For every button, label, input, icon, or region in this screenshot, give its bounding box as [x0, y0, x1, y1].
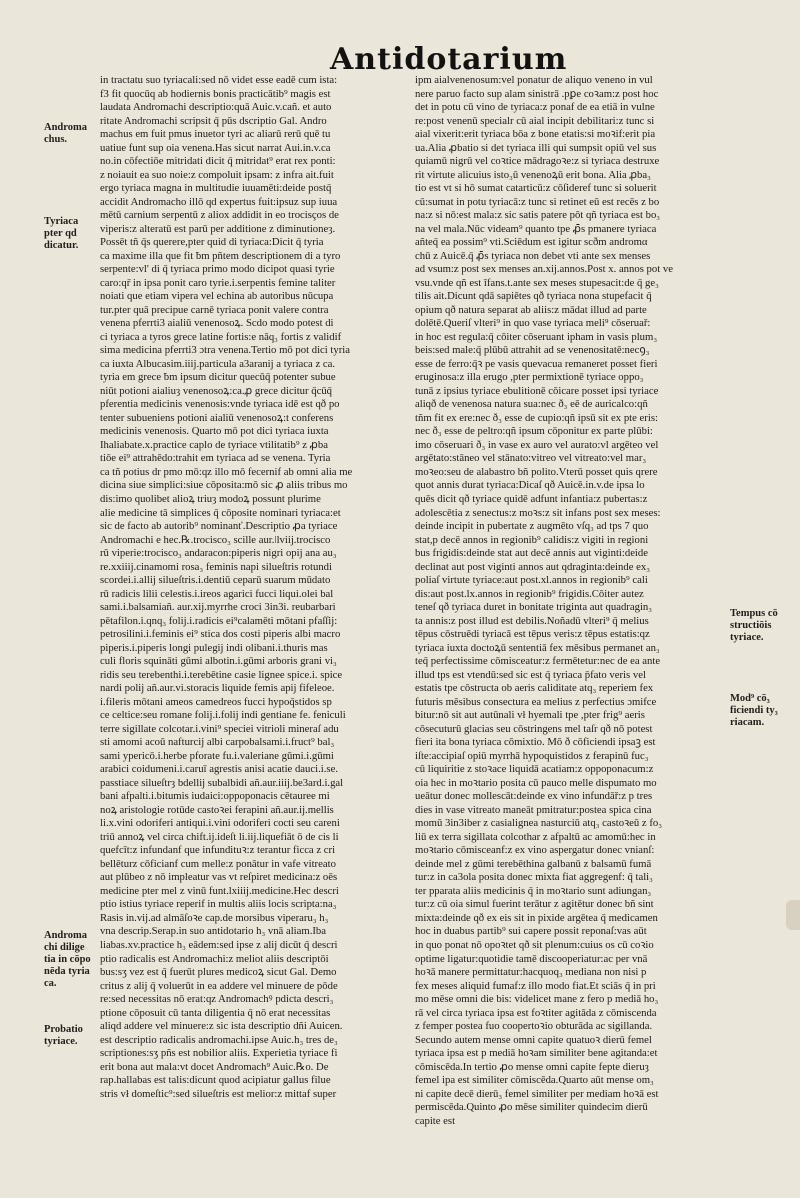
left-column-line: ptio radicalis est Andromachi:z meliot aliis descriptōi: [100, 952, 329, 965]
left-column-line: arabici coidumeni.i.caruī agrestis anisi acatie dauci.i.se.: [100, 763, 338, 776]
right-column-line: teneſ qð tyriaca duret in bonitate triginta aut quadragin₃: [415, 601, 652, 614]
right-column-line: fieri ita bona tyriaca cōmixtio. Mō ð cōficiendi ipsaꝫ est: [415, 736, 656, 749]
right-column-line: teq̄ perfectissime cōmisceatur:z fermētetur:nec de ea ante: [415, 655, 661, 668]
right-column-line: tunā z ipsius tyriace ebulitionē cōicare posset ipsi tyriace: [415, 384, 659, 397]
left-column-line: li.x.vini odoriferi antiqui.i.vini odoriferi cocti seu careni: [100, 817, 340, 830]
left-column-line: sti amomi acoū nafturcij albi carpobalsami.i.fruct⁹ bal₃: [100, 736, 335, 749]
left-column-line: Andromachi e hec.℞.trocisco₃ scille aur.ǀlviij.trocisco: [100, 533, 331, 546]
right-column-line: aial vixerit:erit tyriaca bōa z bone etatis:si moꝛif:erit pia: [415, 128, 656, 141]
left-column-line: ptio istius tyriace reperif in multis aliis locis scripta:na₃: [100, 898, 337, 911]
right-column-line: adolescētia z senectus:z moꝛs:z sit infans post sex meses:: [415, 506, 661, 519]
left-column-line: rap.hallabas est talis:dicunt quod acipiatur gallus filue: [100, 1074, 331, 1087]
right-column-line: mixta:deinde qð ex eis sit in pixide argētea q̄ medicamen: [415, 911, 658, 924]
right-column-line: ad vsum:z post sex menses an.xij.annos.Post x. annos pot ve: [415, 263, 673, 276]
left-column-line: machus em fuit pmus inuetor tyri ac aliarū rerū quē tu: [100, 128, 331, 141]
left-column-line: scriptiones:sʒ pñs est nobilior aliis. Experietia tyriace fi: [100, 1047, 338, 1060]
left-column-line: ridis seu terebenthi.i.terebētine casie lignee spice.i. spice: [100, 668, 343, 681]
right-column-line: in hoc est regula:q̄ cōiter cōseruant ipham in vasis plum₃: [415, 330, 658, 343]
right-column-line: bitur:nō sit aut autūnali vł hyemali tpe ,pter frig⁹ aeris: [415, 709, 645, 722]
right-column-line: tur:z in ca3ola posita donec mixta fiat aggregenf: q̄ tali₃: [415, 871, 653, 884]
left-column-line: ci tyriaca a tyros grece latine fortis:e nāq₃ fortis z validif: [100, 330, 342, 343]
left-column-line: passtiace silueſtrȝ bdellij subalbidi añ.aur.iiij.be3ard.i.gal: [100, 776, 344, 789]
left-column-line: Ihaliabate.x.practice caplo de tyriace vtilitatib⁹ z ꝓba: [100, 438, 329, 451]
left-column-line: quefcīt:z infundanf que infundituꝛ:z terantur ficca z cri: [100, 844, 336, 857]
left-column-line: bani afpalti.i.bitumis iudaici:oppoponacis cētauree mi: [100, 790, 330, 803]
right-column-line: deinde incipit in pubertate z augmēto vſq₃ ad tps 7 quo: [415, 520, 649, 533]
right-column-line: cōsecuturū glacias seu cōstringens mel taſr qð nō potest: [415, 722, 653, 735]
margin-note-andromachi-diligentia: Androma chi dilige tia in cōpo nēda tyria ca.: [44, 930, 91, 989]
left-column-line: rū viperie:trocisco₃ andaracon:piperis nigri opij ana au₃: [100, 547, 337, 560]
right-column-line: declinat aut post viginti annos aut qdraginta:deinde ex₃: [415, 560, 650, 573]
right-column-line: nere paruo facto sup alam sinistrā .pꝑe coꝛam:z post hoc: [415, 87, 659, 100]
left-column-line: est descriptio radicalis andromachi.ipse Auic.h₃ tres de₃: [100, 1033, 338, 1046]
left-column-line: dicina siue simplici:siue cōposita:mō sic ꝓ aliis tribus mo: [100, 479, 348, 492]
left-column-line: sic de facto ab autorib⁹ nominanť.Descriptio ꝓa tyriace: [100, 520, 338, 533]
right-column-line: ter pparata aliis medicinis q̄ in moꝛtario sunt adiungan₃: [415, 884, 652, 897]
right-column-line: añteq̄ ea possim⁹ vti.Sciēdum est igitur scðm andromα: [415, 236, 648, 249]
right-column-line: ta annis:z post illud est debilis.Noñadū vlteri⁹ q̄ melius: [415, 614, 649, 627]
right-column-line: eruginosa:z illa erugo ,pter permixtionē tyriace oppo₃: [415, 371, 644, 384]
left-column-line: bellēturz cōficianf cum melle:z ponātur in vafe vitreato: [100, 857, 336, 870]
right-column-line: ua.Alia ꝓbatio si det tyriaca illi qui sumpsit opiū vel sus: [415, 141, 657, 154]
page-header-title: Antidotarium: [330, 42, 568, 77]
left-column-line: ca maxime illa que fit ƀm pñtem descriptionem di a tyro: [100, 249, 341, 262]
right-column-line: mo mēse omni die bis: videlicet mane z fero p mediā ho₃: [415, 993, 659, 1006]
right-column-line: moꝛeo:seu de alabastro bñ polito.Vterū posset quis qrere: [415, 465, 658, 478]
left-column-line: bus:sʒ vez est q̄ fuerūt plures medicoꝝ sicut Gal. Demo: [100, 966, 337, 979]
left-column-line: caro:qr̄ in ipsa ponit caro tyrie.i.serpentis femine taliter: [100, 276, 336, 289]
left-column-line: vna descrip.Serap.in suo antidotario h₃ vnā aliam.Iba: [100, 925, 327, 938]
page-edge-stain: [786, 900, 800, 930]
right-column-line: optime ligatur:quotidie tamē discooperiatur:ac per vnā: [415, 952, 648, 965]
right-column-line: rit virtute alicuius isto₃ū venenoꝝū erit bona. Alia ꝓba₃: [415, 168, 651, 181]
left-column-line: alie medicine tā simplices q̄ cōposite nominari tyriaca:et: [100, 506, 341, 519]
right-column-line: ipm aialvenenosum:vel ponatur de aliquo veneno in vul: [415, 74, 653, 86]
margin-note-probatio: Probatio tyriace.: [44, 1024, 83, 1047]
left-column-line: ce celtice:seu romane folij.i.folij indi gentiane fe. feniculi: [100, 709, 346, 722]
left-column-line: sami ypericō.i.herbe pforate fu.i.valeriane gūmi.i.gūmi: [100, 749, 334, 762]
left-column-line: terre sigillate colcotar.i.vini⁹ speciei vitrioli mineraſ adu: [100, 722, 339, 735]
left-column-line: medicine pter mel z vinū funt.lxiiij.medicine.Hec descri: [100, 884, 339, 897]
right-column-line: imo cōseruari ð₃ in vase ex auro vel aurato:vl argēteo vel: [415, 438, 659, 451]
left-column-line: erit bona aut mala:vt docet Andromach⁹ Auic.℞o. De: [100, 1060, 329, 1073]
left-column-line: accidit Andromacho illō qd expertus fuit:ipsuz sup iuua: [100, 195, 338, 208]
right-text-column: [415, 74, 758, 1128]
right-column-line: quiamū nigrū vel coꝛtice mādragoꝛe:z si tyriaca destruxe: [415, 155, 660, 168]
left-column-line: tiōe ei⁹ attrahēdo:trahit em tyriaca ad se venena. Tyria: [100, 452, 331, 465]
left-column-line: venena pferrti3 aialiū venenosoꝝ. Scdo modo potest di: [100, 317, 334, 330]
right-column-line: tyriaca iuxta doctoꝝū sententiā fex mēsibus permanet an₃: [415, 641, 660, 654]
left-column-line: scordei.i.allij silueſtris.i.dentiū ceparū suarum mūdato: [100, 574, 331, 587]
right-column-line: tio est vt si hō sumat catarticū:z cōſideref tunc si soluerit: [415, 182, 657, 195]
left-column-line: serpente:vl' di q̄ tyriaca primo modo dicipot quasi tyrie: [100, 263, 335, 276]
right-column-line: rā vel circa tyriaca ipsa est foꝛtiter agitāda z cōmiscenda: [415, 1006, 657, 1019]
right-column-line: poliaſ virtute tyriace:aut post.xl.annos in regionib⁹ cali: [415, 574, 648, 587]
left-column-line: critus z alij q̄ voluerūt in ea addere vel minuere de pōde: [100, 979, 338, 992]
right-column-line: vsu.vnde qñ est īfans.t.ante sex meses stupesacit:de q̄ ge₃: [415, 276, 659, 289]
left-column-line: noꝝ aristologie rotūde castoꝛei ferapini añ.aur.ij.mellis: [100, 803, 334, 816]
right-column-line: dis:aut post.lx.annos in regionib⁹ frigidis.Cōiter autez: [415, 587, 644, 600]
left-column-line: pferentia medicinis venenosis:vnde tyriaca idē est qð po: [100, 398, 340, 411]
left-column-line: tyria em grece ƀm ipsum dicitur quecūq̄ potenter subue: [100, 371, 336, 384]
right-column-line: bus frigidis:deinde stat aut decē annis aut viginti:deide: [415, 547, 648, 560]
left-text-column: [100, 74, 443, 1101]
left-column-line: piperis.i.piperis longi pulegij indi olibani.i.thuris mas: [100, 641, 328, 654]
margin-note-modus: Mod⁹ cō₃ ficiendi ty₃ riacam.: [730, 693, 778, 728]
right-column-line: argētato:stāneo vel stānato:vitreo vel vitreato:vel mar₃: [415, 452, 647, 465]
right-column-line: ueātur donec mollescāt:deinde ex vino infundāř:z p tres: [415, 790, 653, 803]
left-column-line: Rasis in.vij.ad almāſoꝛe cap.de morsibus viperaru₃ h₃: [100, 911, 329, 924]
right-column-line: capite est: [415, 1114, 456, 1127]
right-column-line: cū:sumat in potu tyriacā:z tunc si retinet eū est recēs z bo: [415, 195, 660, 208]
left-column-line: in tractatu suo tyriacali:sed nō videt esse eadē cum ista:: [100, 74, 338, 86]
left-column-line: ca tñ potius dr pmo mō:qz illo mō fecernif ab omni alia me: [100, 465, 353, 478]
left-column-line: medicinis venenosis. Quarto mō pot dici tyriaca iuxta: [100, 425, 329, 438]
right-column-line: femel ipa est similiter cōmiscēda.Quarto aūt mense om₃: [415, 1074, 654, 1087]
margin-note-andromachus: Androma chus.: [44, 122, 87, 145]
right-column-line: beis:sed male:q̄ plūbū attrahit ad se venenositatē:necꝯ₃: [415, 344, 650, 357]
right-column-line: esse de ferro:q̄ꝛ pe vasis quevacua remaneret posset fieri: [415, 357, 658, 370]
right-column-line: cōmiscēda.In tertio ꝓo mense omni capite fepte dieruȝ: [415, 1060, 649, 1073]
right-column-line: opium qð natura separat ab aliis:z mādat illud ad parte: [415, 303, 647, 316]
left-column-line: liabas.xv.practice h₃ eādem:sed ipse z alij dicūt q̄ descri: [100, 939, 338, 951]
margin-note-tempus: Tempus cō structiōis tyriace.: [730, 608, 778, 643]
left-column-line: z noiauit ea suo noie:z compoluit ipsam: z infra ait.fuit: [100, 168, 334, 181]
left-column-line: dis:imo quolibet alioꝝ triuȝ modoꝝ possunt plurime: [100, 492, 321, 505]
right-column-line: deinde mel z gūmi terebēthina galbanū z balsamū fumā: [415, 857, 652, 870]
right-column-line: estatis tpe cōstructa ob aeris caliditate atq₃ reperiem fex: [415, 682, 654, 695]
right-column-line: iſte:accipiaſ opiū myrrhā hypoquistidos z ferapinū fuc₃: [415, 749, 649, 762]
left-column-line: no.in cōfectiōe mitridati dicit q̄ mitridat⁹ erat rex ponti:: [100, 155, 336, 168]
left-column-line: re.xxiiij.cinamomi rosa₃ feminis napi silueſtris rotundi: [100, 560, 332, 573]
left-column-line: ritate Andromachi scripsit q̄ pūs dscriptio Gal. Andro: [100, 114, 327, 127]
left-column-line: ergo tyriaca magna in multitudie iuuamēti:deide postq̄: [100, 182, 332, 195]
right-column-line: re:post venenū specialr cū aial incipit debilitari:z tunc si: [415, 114, 655, 127]
right-column-line: oia hec in moꝛtario posita cū pauco melle dispumato mo: [415, 776, 657, 789]
left-column-line: culi floris squināti gūmi albotin.i.gūmi arboris grani vi₃: [100, 655, 337, 668]
right-column-line: cū liquiritie z stoꝛace liquidā acatiam:z oppoponacum:z: [415, 763, 654, 776]
left-column-line: sami.i.balsamiañ. aur.xij.myrrhe croci 3in3i. reubarbari: [100, 601, 336, 614]
right-column-line: dies in vase vitreato maneāt pmitratur:postea spica cina: [415, 803, 652, 816]
left-column-line: re:sed necessitas nō erat:qz Andromachꝰ pdicta descri₃: [100, 993, 334, 1006]
right-column-line: aliqð de venenosa natura sua:nec ð₃ eē de auricalco:qñ: [415, 398, 648, 411]
left-column-line: tur.pter quā precipue carnē tyriaca ponit valere contra: [100, 303, 329, 316]
right-column-line: z femper postea fuo coopertoꝛio obturāda ac sigillanda.: [415, 1020, 653, 1033]
left-column-line: laudata Andromachi descriptio:quā Auic.v.cañ. et auto: [100, 101, 332, 114]
right-column-line: moꝛtario cōmisceanf:z ex vino aspergatur donec vnianſ:: [415, 844, 655, 857]
left-column-line: ca iuxta Albucasim.iiij.particula a3aranij a tyriaca z ca.: [100, 357, 336, 370]
right-column-line: stat,p decē annos in regionib⁹ calidis:z vigiti in regioni: [415, 533, 649, 546]
right-column-line: dolētē.Queriſ vlteri⁹ in quo vase tyriaca meli⁹ cōseruař:: [415, 317, 651, 330]
left-column-line: pētafilon.i.qnq₃ folij.i.radicis ei⁹calamēti mōtani pfaſſij:: [100, 614, 338, 627]
left-column-line: rū radicis lilii celestis.i.ireos agarici fucci liqui.olei bal: [100, 587, 334, 600]
right-column-line: chū z Auicē.q̄ ꝓ̄s tyriaca non debet vti ante sex menses: [415, 249, 651, 262]
right-column-line: hoc in duabus partib⁹ sui capere possit reponaſ:vas aūt: [415, 925, 647, 938]
right-column-line: momū 3in3iber z casialignea nasturciū atq₃ castoꝛeū z fo₃: [415, 817, 662, 830]
left-column-line: sima medicina pferrti3 ɔtra venena.Tertio mō pot dici tyria: [100, 344, 351, 357]
left-column-line: f3 fit quocūq ab hodiernis bonis practicātib⁹ magis est: [100, 87, 331, 100]
left-column-line: i.fileris mōtani ameos camedreos fucci hypoq̄stidos sp: [100, 695, 332, 708]
left-column-line: aut plūbeo z nō impleatur vas vt reſpiret medicina:z oēs: [100, 871, 338, 884]
left-column-line: ptione cōposuit cū tanta diligentia q̄ nō erat necessitas: [100, 1006, 331, 1019]
right-column-line: liū ex terra sigillata colcothar z afpaltū ac amomū:hec in: [415, 830, 656, 843]
right-column-line: quēs dicit qð tyriace quidē adfunt infantia:z pubertas:z: [415, 492, 648, 505]
right-column-line: futuris mēsibus consectura ea melius z perfectius ɔmifce: [415, 695, 657, 708]
left-column-line: mētū carnium serpentū z aliox addidit in eo trocisços de: [100, 209, 339, 222]
right-column-line: na vel mala.Nūc videam⁹ quanto tpe ꝓ̄s pmanere tyriaca: [415, 222, 657, 235]
right-column-line: tilis ait.Dicunt qdā sapiētes qð tyriaca nona stupefacit q̄: [415, 290, 652, 303]
right-column-line: hoꝛā manere permittatur:hacquoq₃ mediana non nisi p: [415, 966, 647, 979]
right-column-line: in quo ponat nō opoꝛtet qð sit plenum:cuius os cū coꝛio: [415, 939, 654, 951]
left-column-line: viperis:z alteratū est parū per additione z diminutioneȝ.: [100, 222, 336, 235]
right-column-line: det in potu cū vino de tyriaca:z ponaf de ea etiā in vulne: [415, 101, 655, 114]
right-column-line: tñm fit ex ere:nec ð₃ esse de cupio:qñ ipsū sit ex pte eris:: [415, 411, 658, 424]
right-column-line: tyriaca ipsa est p mediā hoꝛam similiter bene agitanda:et: [415, 1047, 658, 1060]
right-column-line: Secundo autem mense omni capite quatuoꝛ dierū femel: [415, 1033, 652, 1046]
left-column-line: uatiue funt sup oia venena.Has sicut narrat Aui.in.v.ca: [100, 141, 331, 154]
margin-note-tyriaca-name: Tyriaca pter qd dicatur.: [44, 216, 79, 251]
left-column-line: stris vł domeſtic⁹:sed silueſtris est melior:z mittaf super: [100, 1087, 337, 1100]
left-column-line: niūt potioni aialiuȝ venenosoꝝ:ca.ꝓ grece dicitur q̄cūq̄: [100, 384, 333, 397]
left-column-line: aliqd addere vel minuere:z sic ista descriptio dñi Auicen.: [100, 1020, 343, 1033]
right-column-line: nec ð₃ esse de peltro:qñ ipsum cōponitur ex parte plūbi:: [415, 425, 653, 438]
right-column-line: quot annis durat tyriaca:Dicaſ qð Auicē.in.v.de ipsa lo: [415, 479, 645, 492]
left-column-line: tenter subueniens potioni aialiū venenosoꝝ:t conferens: [100, 411, 334, 424]
left-column-line: petrosilini.i.feminis ei⁹ stica dos costi piperis albi macro: [100, 628, 341, 641]
right-column-line: permiscēda.Quinto ꝓo mēse similiter quindecim dierū: [415, 1101, 648, 1114]
left-column-line: nardi polij añ.aur.vi.storacis liquide femis apij fifeleoe.: [100, 682, 335, 695]
right-column-line: tēpus cōstruēdi tyriacā est tēpus veris:z tēpus estatis:qz: [415, 628, 650, 641]
right-column-line: illud tps est vtendū:sed sic est q̄ tyriaca p̄fato veris vel: [415, 668, 646, 681]
right-column-line: ni capite decē dierū₃ femel similiter per mediam hoꝛā est: [415, 1087, 659, 1100]
left-column-line: noiati que etiam vipera vel echina ab autoribus nūcupa: [100, 290, 334, 303]
right-column-line: tur:z cū oia simul fuerint terātur z agitētur donec bñ sint: [415, 898, 654, 911]
right-column-line: fex meses aliquid fumaf:z illo modo fiat.Et sciās q̄ in pri: [415, 979, 656, 992]
left-column-line: Possēt tñ q̄s querere,pter quid di tyriaca:Dicit q̄ tyria: [100, 236, 324, 249]
left-column-line: triū annoꝝ vel circa chift.ij.ideſt li.iij.liquefiāt ō de cis li: [100, 830, 339, 843]
right-column-line: na:z si nō:est mala:z sic satis patere pōt qñ tyriaca est bo₃: [415, 209, 661, 222]
